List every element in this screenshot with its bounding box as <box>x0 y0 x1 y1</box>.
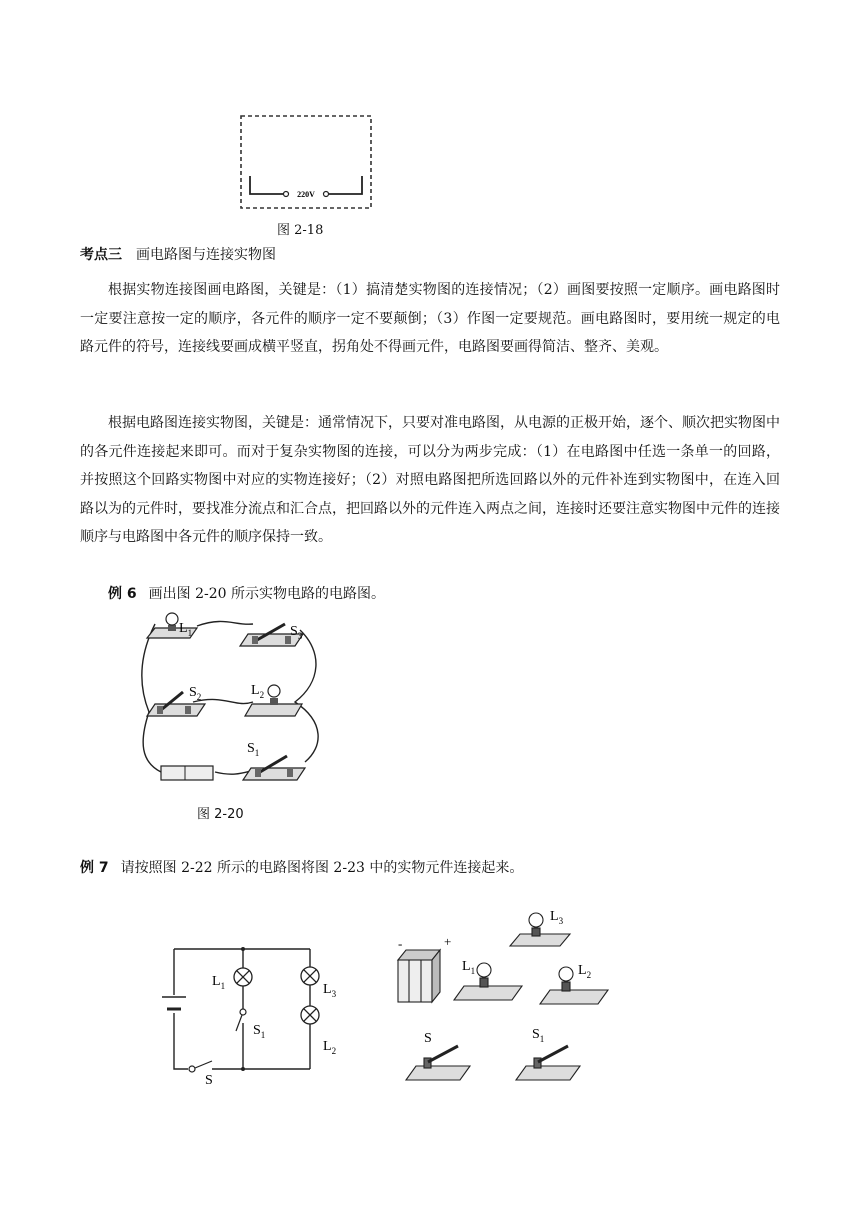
label-l1-sub: 1 <box>470 966 476 976</box>
label-s1-sub: 1 <box>539 1034 545 1044</box>
svg-text:L3 <box>323 982 337 999</box>
label-l1: L <box>462 959 471 974</box>
switch-s1-symbol <box>236 1009 246 1031</box>
svg-text:L1 <box>179 621 192 638</box>
label-l2: L <box>578 963 587 978</box>
label-l1: L <box>212 974 221 989</box>
svg-text:S1 <box>253 1023 265 1040</box>
svg-text:S2 <box>189 685 201 702</box>
switch-s-board <box>406 1046 470 1080</box>
right-wire <box>329 176 362 194</box>
wire-right-outer <box>295 630 318 762</box>
svg-text:S1 <box>247 741 259 758</box>
switch-s1 <box>243 756 305 780</box>
battery-pack <box>398 950 440 1002</box>
left-terminal <box>284 192 289 197</box>
figure-2-23 <box>392 900 622 1090</box>
svg-text:L1 <box>462 959 475 976</box>
wire-middle <box>193 699 253 703</box>
example-6-text: 画出图 2-20 所示实物电路的电路图。 <box>148 586 385 602</box>
section-label: 考点三 <box>80 247 122 263</box>
paragraph-1: 根据实物连接图画电路图，关键是：（1）搞清楚实物图的连接情况；（2）画图要按照一定顺序。画电路图时一定要注意按一定的顺序，各元件的顺序一定不要颠倒；（3）作图一定要规范。画电路图时，要用统一规定的电路元件的符号，连接线要画成横平竖直，拐角处不得画元件，电路图要画得简洁、整齐、美观。 <box>80 282 780 355</box>
label-l1: L <box>179 621 188 636</box>
lamp-l2-board <box>540 967 608 1004</box>
label-l2: L <box>323 1039 332 1054</box>
switch-s1-board <box>516 1046 580 1080</box>
svg-text:L3 <box>550 909 564 926</box>
label-s: S <box>205 1073 213 1085</box>
paragraph-2: 根据电路图连接实物图，关键是：通常情况下，只要对准电路图，从电源的正极开始，逐个、顺次把实物图中的各元件连接起来即可。而对于复杂实物图的连接，可以分为两步完成：（1）在电路图中任选一条单一的回路，并按照这个回路实物图中对应的实物连接好；（2）对照电路图把所选回路以外的元件补连到实物图中，在连入回路以为的元件时，要找准分流点和汇合点，把回路以外的元件连入两点之间，连接时还要注意实物图中元件的连接顺序与电路图中各元件的顺序保持一致。 <box>80 415 780 545</box>
battery-symbol <box>162 997 186 1009</box>
label-l1-sub: 1 <box>220 981 226 991</box>
label-s3: S <box>290 624 298 639</box>
wire-left-outer <box>142 624 161 772</box>
svg-text:L1 <box>212 974 225 991</box>
label-s1: S <box>247 741 255 756</box>
left-wire <box>250 176 283 194</box>
label-s1-sub: 1 <box>260 1030 266 1040</box>
label-l2-sub: 2 <box>586 970 592 980</box>
label-l1-sub: 1 <box>187 628 193 638</box>
label-l2-sub: 2 <box>259 690 265 700</box>
figure-2-20-caption: 图 2-20 <box>197 807 244 822</box>
label-s2: S <box>189 685 197 700</box>
label-s1-sub: 1 <box>254 748 260 758</box>
plus-sign: + <box>444 934 452 949</box>
figure-2-20 <box>135 612 345 792</box>
battery <box>161 766 213 780</box>
figure-2-22 <box>150 935 350 1085</box>
example-7-text: 请按照图 2-22 所示的电路图将图 2-23 中的实物元件连接起来。 <box>120 860 524 876</box>
figure-2-18-caption: 图 2-18 <box>277 223 324 238</box>
label-l3-sub: 3 <box>331 989 337 999</box>
label-l3: L <box>550 909 559 924</box>
svg-text:S3 <box>290 624 303 641</box>
example-6 <box>108 583 385 603</box>
label-s1: S <box>253 1023 261 1038</box>
section-heading <box>80 244 276 264</box>
example-7 <box>80 857 523 877</box>
example-6-label: 例 6 <box>108 586 137 602</box>
label-s3-sub: 3 <box>297 631 303 641</box>
label-l2: L <box>251 683 260 698</box>
lamp-l3-symbol <box>301 967 319 985</box>
label-s2-sub: 2 <box>196 692 202 702</box>
voltage-label: 220V <box>297 190 315 199</box>
label-s1: S <box>532 1027 540 1042</box>
svg-text:L2 <box>251 683 264 700</box>
label-s: S <box>424 1031 432 1046</box>
figure-2-18 <box>238 112 374 212</box>
left-wire-bottom <box>174 1013 188 1069</box>
svg-text:S1 <box>532 1027 544 1044</box>
right-terminal <box>324 192 329 197</box>
label-l2-sub: 2 <box>331 1046 337 1056</box>
lamp-l2-symbol <box>301 1006 319 1024</box>
example-7-label: 例 7 <box>80 860 109 876</box>
lamp-l1-symbol <box>234 968 252 986</box>
label-l3-sub: 3 <box>558 916 564 926</box>
minus-sign: - <box>398 936 403 951</box>
switch-s-symbol <box>189 1061 212 1072</box>
section-title: 画电路图与连接实物图 <box>136 247 276 263</box>
svg-text:L2 <box>323 1039 336 1056</box>
label-l3: L <box>323 982 332 997</box>
wire-l1-s3 <box>197 621 253 626</box>
svg-text:L2 <box>578 963 591 980</box>
